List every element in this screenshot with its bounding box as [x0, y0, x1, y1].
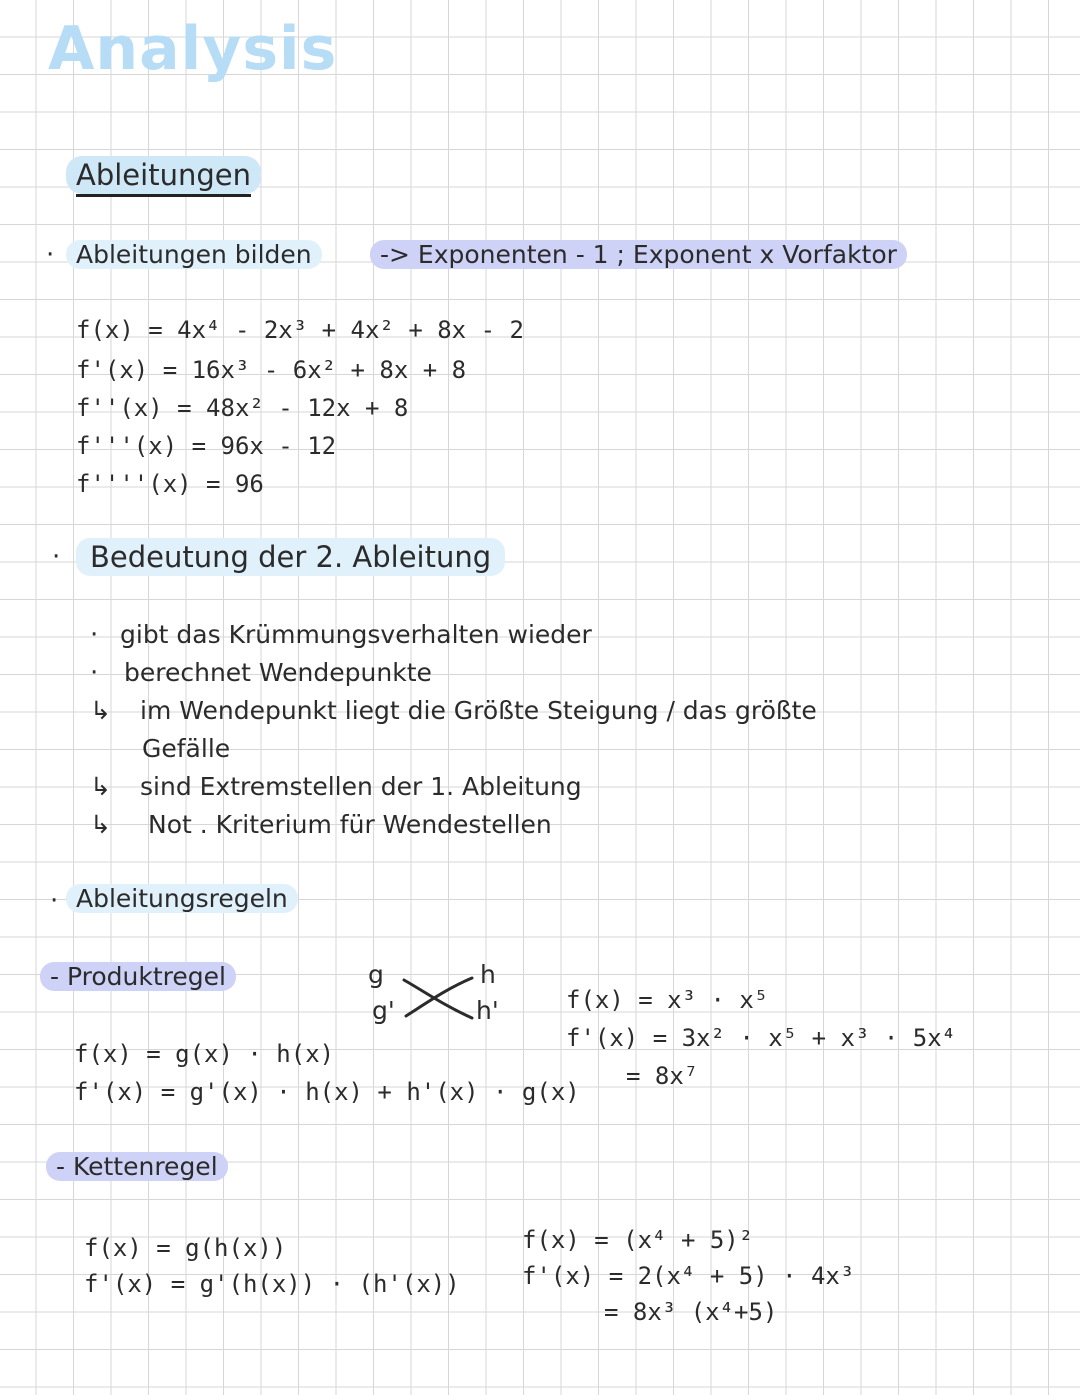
arrow-point-criterion: Not . Kriterium für Wendestellen: [148, 810, 552, 839]
product-example-2: = 8x⁷: [626, 1062, 699, 1090]
arrow-icon: ↳: [90, 772, 111, 801]
arrow-icon: ↳: [90, 810, 111, 839]
derivative-line-0: f(x) = 4x⁴ - 2x³ + 4x² + 8x - 2: [76, 316, 524, 344]
product-rule-label: - Produktregel: [40, 962, 236, 991]
chain-example-1: f'(x) = 2(x⁴ + 5) · 4x³: [522, 1262, 855, 1290]
arrow-point-steepest-cont: Gefälle: [142, 734, 231, 763]
exponent-rule-note: -> Exponenten - 1 ; Exponent x Vorfaktor: [370, 240, 907, 269]
point-curvature: gibt das Krümmungsverhalten wieder: [120, 620, 592, 649]
bullet-dot: ·: [90, 658, 99, 688]
arrow-icon: ↳: [90, 696, 111, 725]
chain-example-0: f(x) = (x⁴ + 5)²: [522, 1226, 754, 1254]
chain-formula-1: f'(x) = g'(h(x)) · (h'(x)): [84, 1270, 460, 1298]
product-formula-0: f(x) = g(x) · h(x): [74, 1040, 335, 1068]
point-inflection: berechnet Wendepunkte: [124, 658, 432, 687]
product-example-1: f'(x) = 3x² · x⁵ + x³ · 5x⁴: [566, 1024, 957, 1052]
derivative-line-2: f''(x) = 48x² - 12x + 8: [76, 394, 409, 422]
cross-diagram-icon: [400, 972, 476, 1022]
product-formula-1: f'(x) = g'(x) · h(x) + h'(x) · g(x): [74, 1078, 580, 1106]
chain-formula-0: f(x) = g(h(x)): [84, 1234, 287, 1262]
arrow-point-steepest: im Wendepunkt liegt die Größte Steigung / das größte: [140, 696, 817, 725]
diagram-g-prime: g': [372, 996, 395, 1025]
second-derivative-heading: Bedeutung der 2. Ableitung: [76, 540, 505, 574]
rules-heading: Ableitungsregeln: [66, 884, 298, 913]
bullet-dot: ·: [50, 886, 59, 916]
derivative-line-3: f'''(x) = 96x - 12: [76, 432, 337, 460]
chain-rule-label: - Kettenregel: [46, 1152, 228, 1181]
derivatives-heading: Ableitungen bilden: [66, 240, 322, 269]
diagram-g: g: [368, 960, 384, 989]
section-heading: Ableitungen: [66, 158, 261, 192]
diagram-h-prime: h': [476, 996, 499, 1025]
bullet-dot: ·: [52, 542, 61, 572]
product-example-0: f(x) = x³ · x⁵: [566, 986, 769, 1014]
arrow-point-extrema: sind Extremstellen der 1. Ableitung: [140, 772, 582, 801]
page-title: Analysis: [48, 14, 338, 84]
chain-example-2: = 8x³ (x⁴+5): [604, 1298, 778, 1326]
diagram-h: h: [480, 960, 496, 989]
bullet-dot: ·: [46, 240, 55, 270]
derivative-line-1: f'(x) = 16x³ - 6x² + 8x + 8: [76, 356, 467, 384]
derivative-line-4: f''''(x) = 96: [76, 470, 264, 498]
bullet-dot: ·: [90, 620, 99, 650]
